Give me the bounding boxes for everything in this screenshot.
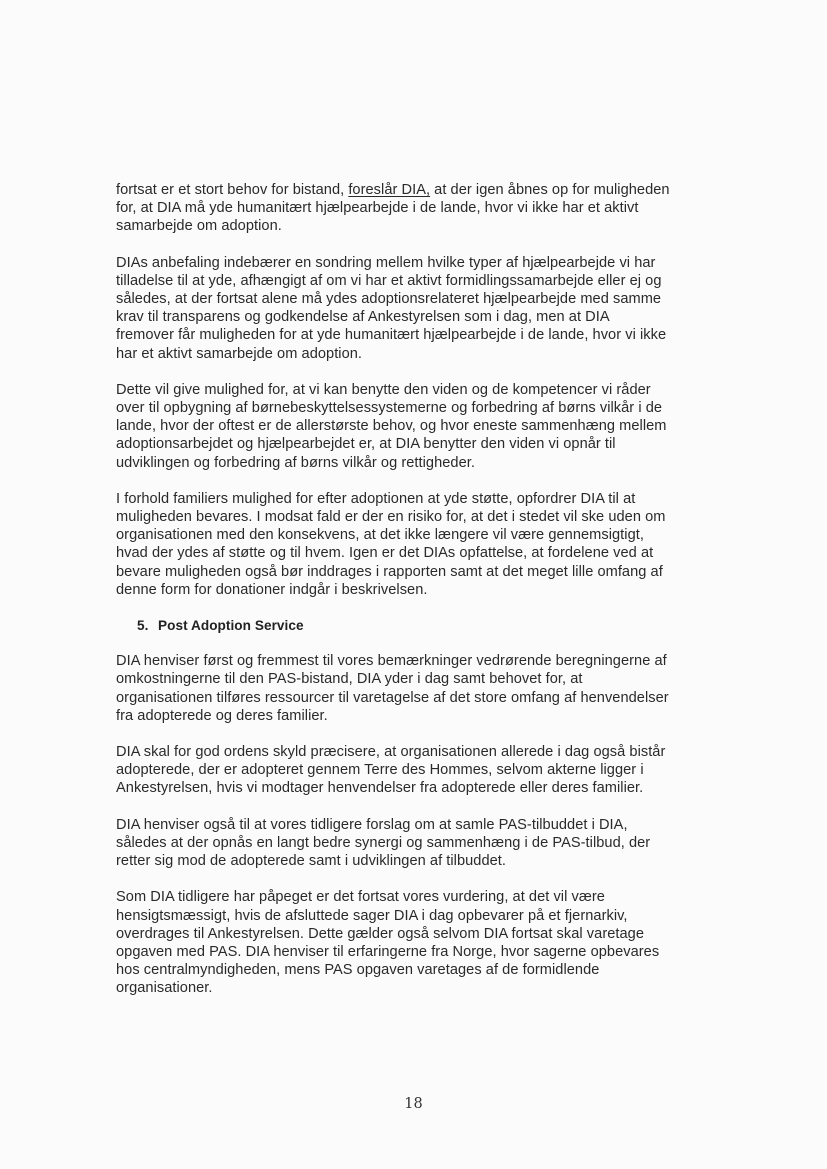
text-line (116, 254, 726, 272)
text-line (116, 326, 726, 344)
text-segment: opgaven med PAS. DIA henviser til erfaringerne fra Norge, hvor sagerne opbevares (116, 943, 660, 960)
paragraph-group-lower (116, 652, 726, 997)
text-segment: fortsat er et stort behov for bistand, (116, 182, 349, 198)
text-segment: denne form for donationer indgår i beskrivelsen. (116, 581, 428, 598)
text-line (116, 707, 726, 725)
text-segment: Ankestyrelsen, hvis vi modtager henvendelser fra adopterede eller deres familier. (116, 780, 644, 797)
text-segment: hvad der ydes af støtte og til hvem. Igen er det DIAs opfattelse, at fordelene ved at (116, 545, 654, 562)
text-segment: hensigtsmæssigt, hvis de afsluttede sager DIA i dag opbevarer på et fjernarkiv, (116, 907, 628, 924)
text-segment: DIA henviser også til at vores tidligere forslag om at samle PAS-tilbuddet i DIA, (116, 816, 628, 833)
text-segment: DIA henviser først og fremmest til vores bemærkninger vedrørende beregningerne af (116, 653, 667, 670)
text-line (116, 689, 726, 707)
paragraph (116, 743, 726, 798)
text-line (116, 652, 726, 670)
text-line (116, 417, 726, 435)
text-segment: Som DIA tidligere har påpeget er det fortsat vores vurdering, at det vil være (116, 889, 605, 906)
text-line (116, 779, 726, 797)
text-line (116, 454, 726, 472)
text-line (116, 961, 726, 979)
paragraph (116, 181, 726, 236)
text-segment: I forhold familiers mulighed for efter adoptionen at yde støtte, opfordrer DIA til at (116, 490, 636, 507)
text-line (116, 508, 726, 526)
text-segment: muligheden bevares. I modsat fald er der en risiko for, at det i stedet vil ske uden om (116, 509, 666, 526)
text-line (116, 399, 726, 417)
text-line (116, 761, 726, 779)
text-line (116, 308, 726, 326)
paragraph (116, 816, 726, 871)
text-segment: over til opbygning af børnebeskyttelsessystemerne og forbedring af børns vilkår i de (116, 400, 663, 417)
section-heading-number: 5. (137, 618, 149, 634)
text-segment: organisationer. (116, 980, 213, 997)
text-line (116, 581, 726, 599)
text-line (116, 544, 726, 562)
paragraph (116, 381, 726, 472)
text-line (116, 979, 726, 997)
text-line (116, 217, 726, 235)
text-segment: DIAs anbefaling indebærer en sondring mellem hvilke typer af hjælpearbejde vi har (116, 254, 656, 271)
text-segment: Dette vil give mulighed for, at vi kan benytte den viden og de kompetencer vi råder (116, 381, 651, 398)
text-line (116, 272, 726, 290)
paragraph (116, 254, 726, 363)
text-segment: har et aktivt samarbejde om adoption. (116, 345, 363, 362)
text-line (116, 925, 726, 943)
text-segment: samarbejde om adoption. (116, 218, 282, 235)
text-line (116, 943, 726, 961)
text-line (116, 743, 726, 761)
page-body (116, 181, 726, 1016)
text-line (116, 181, 726, 199)
text-segment: hos centralmyndigheden, mens PAS opgaven varetages af de formidlende (116, 962, 600, 979)
text-line (116, 199, 726, 217)
text-line (116, 852, 726, 870)
text-segment: krav til transparens og godkendelse af Ankestyrelsen som i dag, men at DIA (116, 309, 610, 326)
text-segment: lande, hvor der oftest er de allerstørste behov, og hvor eneste sammenhæng mellem (116, 418, 667, 435)
text-segment: overdrages til Ankestyrelsen. Dette gælder også selvom DIA fortsat skal varetage (116, 925, 645, 942)
text-line (116, 381, 726, 399)
text-segment: tilladelse til at yde, afhængigt af om vi har et aktivt formidlingssamarbejde eller ej og (116, 272, 662, 289)
text-segment: for, at DIA må yde humanitært hjælpearbejde i de lande, hvor vi ikke har et aktivt (116, 200, 639, 217)
text-segment: at der igen åbnes op for muligheden (430, 182, 670, 198)
text-segment: retter sig mod de adopterede samt i udviklingen af tilbuddet. (116, 853, 507, 870)
text-segment: adopterede, der er adopteret gennem Terre des Hommes, selvom akterne ligger i (116, 762, 644, 779)
text-segment: organisationen tilføres ressourcer til varetagelse af det store omfang af henvendelser (116, 689, 669, 706)
text-line (116, 670, 726, 688)
text-segment: bevare muligheden også bør inddrages i rapporten samt at det meget lille omfang af (116, 563, 663, 580)
text-segment: udviklingen og forbedring af børns vilkår og rettigheder. (116, 454, 475, 471)
text-segment: fremover får muligheden for at yde humanitært hjælpearbejde i de lande, hvor vi ikke (116, 327, 667, 344)
text-segment: således at der opnås en langt bedre synergi og sammenhæng i de PAS-tilbud, der (116, 834, 651, 851)
text-line (116, 834, 726, 852)
paragraph-group-upper (116, 181, 726, 599)
text-line (116, 816, 726, 834)
text-segment: adoptionsarbejdet og hjælpearbejdet er, at DIA benytter den viden vi opnår til (116, 436, 616, 453)
page-number: 18 (404, 1096, 423, 1112)
paragraph (116, 652, 726, 725)
text-line (116, 490, 726, 508)
text-segment: således, at der fortsat alene må ydes adoptionsrelateret hjælpearbejde med samme (116, 291, 662, 308)
text-segment: fra adopterede og deres familier. (116, 707, 328, 724)
text-line (116, 563, 726, 581)
text-segment: omkostningerne til den PAS-bistand, DIA yder i dag samt behovet for, at (116, 671, 583, 688)
text-line (116, 526, 726, 544)
text-line (116, 345, 726, 363)
underlined-text: foreslår DIA, (348, 182, 431, 198)
text-line (116, 290, 726, 308)
section-heading (116, 617, 726, 635)
text-line (116, 888, 726, 906)
text-segment: DIA skal for god ordens skyld præcisere, at organisationen allerede i dag også bistår (116, 744, 666, 761)
text-segment: organisationen med den konsekvens, at det ikke længere vil være gennemsigtigt, (116, 527, 644, 544)
text-line (116, 907, 726, 925)
paragraph (116, 888, 726, 997)
section-heading-title: Post Adoption Service (158, 618, 304, 634)
text-line (116, 435, 726, 453)
paragraph (116, 490, 726, 599)
